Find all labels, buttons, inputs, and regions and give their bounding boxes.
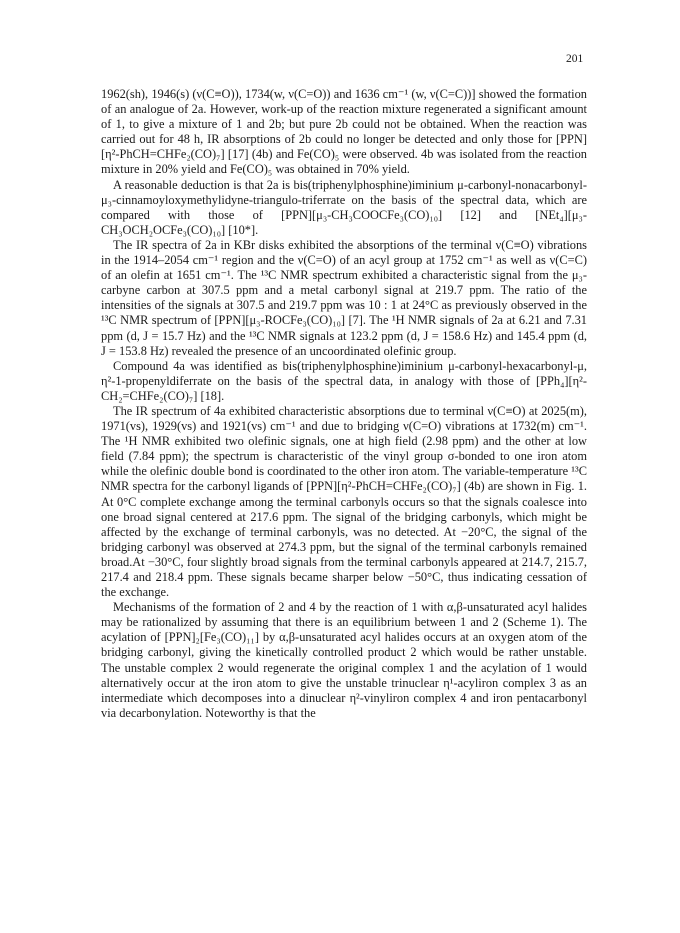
- paragraph-deduction-2a: A reasonable deduction is that 2a is bis(triphenylphosphine)iminium μ-carbonyl-nonacarbonyl-μ₃-cinnamoyloxymethylidyne-triangulo-triferrate on the basis of the spectral data, which are compared with those of [PPN][μ₃-CH₃COOCFe₃(CO)₁₀] [12] and [NEt₄][μ₃-CH₃OCH₂OCFe₃(CO)₁₀] [10*].: [101, 177, 587, 237]
- paragraph-ir-nmr-2a: The IR spectra of 2a in KBr disks exhibited the absorptions of the terminal ν(C≡O) vibrations in the 1914–2054 cm⁻¹ region and the ν(C=O) of an acyl group at 1752 cm⁻¹ as well as ν(C=C) of an olefin at 1651 cm⁻¹. The ¹³C NMR spectrum exhibited a characteristic signal from the μ₃-carbyne carbon at 307.5 ppm and a metal carbonyl signal at 219.7 ppm. The ratio of the intensities of the signals at 307.5 and 219.7 ppm was 10 : 1 at 24°C as previously observed in the ¹³C NMR spectrum of [PPN][μ₃-ROCFe₃(CO)₁₀] [7]. The ¹H NMR signals of 2a at 6.21 and 7.31 ppm (d, J = 15.7 Hz) and the ¹³C NMR signals at 123.2 ppm (d, J = 158.6 Hz) and 145.4 ppm (d, J = 153.8 Hz) revealed the presence of an uncoordinated olefinic group.: [101, 237, 587, 358]
- paragraph-compound-4a: Compound 4a was identified as bis(triphenylphosphine)iminium μ-carbonyl-hexacarbonyl-μ, η²-1-propenyldiferrate on the basis of the spectral data, in analogy with those of [PPh₄][η²-CH₂=CHFe₂(CO)₇] [18].: [101, 358, 587, 403]
- page-number: 201: [566, 53, 584, 65]
- paragraph-mechanisms: Mechanisms of the formation of 2 and 4 by the reaction of 1 with α,β-unsaturated acyl halides may be rationalized by assuming that there is an equilibrium between 1 and 2 (Scheme 1). The acylation of [PPN]₂[Fe₃(CO)₁₁] by α,β-unsaturated acyl halides occurs at an oxygen atom of the bridging carbonyl, giving the kinetically controlled product 2 which would be rather unstable. The unstable complex 2 would regenerate the original complex 1 and the acylation of 1 would alternatively occur at the iron atom to give the unstable trinuclear η¹-acyliron complex 3 as an intermediate which decomposes into a dinuclear η²-vinyliron complex 4 and iron pentacarbonyl via decarbonylation. Noteworthy is that the: [101, 600, 587, 720]
- paragraph-ir-continuation: 1962(sh), 1946(s) (ν(C≡O)), 1734(w, ν(C=O)) and 1636 cm⁻¹ (w, ν(C=C))] showed the formation of an analogue of 2a. However, work-up of the reaction mixture regenerated a significant amount of 1, to give a mixture of 1 and 2b; but pure 2b could not be obtained. When the reaction was carried out for 48 h, IR absorptions of 2b could no longer be detected and only those for [PPN][η²-PhCH=CHFe₂(CO)₇] [17] (4b) and Fe(CO)₅ were observed. 4b was isolated from the reaction mixture in 20% yield and Fe(CO)₅ was obtained in 70% yield.: [101, 87, 587, 177]
- paragraph-ir-4a: The IR spectrum of 4a exhibited characteristic absorptions due to terminal ν(C≡O) at 2025(m), 1971(vs), 1929(vs) and 1921(vs) cm⁻¹ and due to bridging ν(C=O) vibrations at 1732(m) cm⁻¹. The ¹H NMR exhibited two olefinic signals, one at high field (2.98 ppm) and the other at low field (7.84 ppm); the spectrum is characteristic of the vinyl group σ-bonded to one iron atom while the olefinic double bond is coordinated to the other iron atom. The variable-temperature ¹³C NMR spectra for the carbonyl ligands of [PPN][η²-PhCH=CHFe₂(CO)₇] (4b) are shown in Fig. 1. At 0°C complete exchange among the terminal carbonyls occurs so that the signals coalesce into one broad signal centered at 217.6 ppm. The signal of the bridging carbonyls, which might be affected by the exchange of terminal carbonyls, was no detected. At −20°C, the signal of the bridging carbonyl was observed at 274.3 ppm, but the signal of the terminal carbonyls remained broad.At −30°C, four slightly broad signals from the terminal carbonyls appeared at 214.7, 215.7, 217.4 and 218.4 ppm. These signals became sharper below −50°C, thus indicating cessation of the exchange.: [101, 403, 587, 600]
- article-body: [101, 87, 587, 721]
